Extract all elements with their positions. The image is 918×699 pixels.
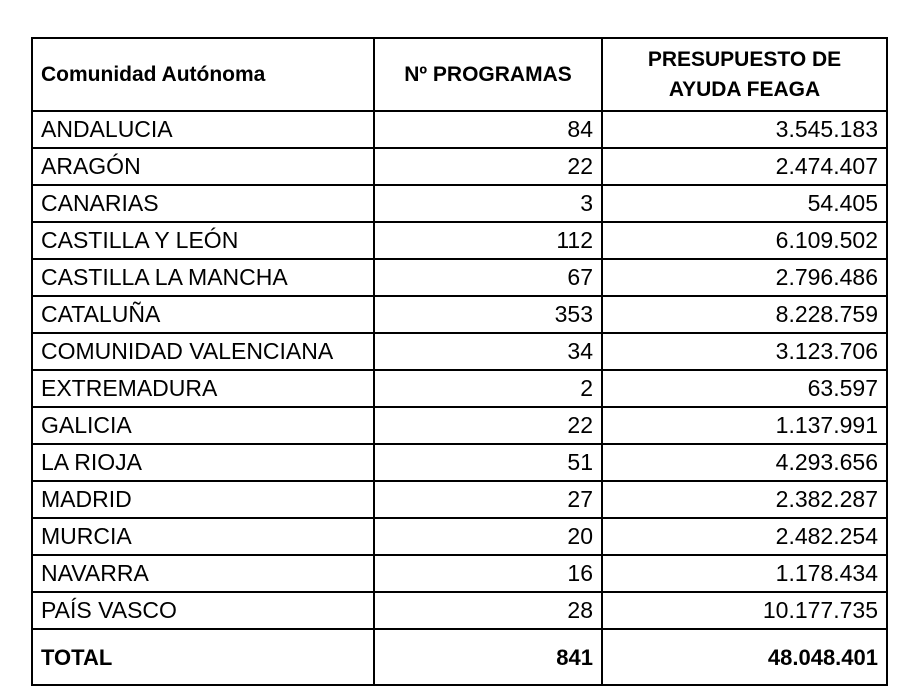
table-row (32, 111, 887, 148)
cell-programas: 3 (374, 185, 602, 222)
cell-comunidad: CANARIAS (32, 185, 374, 222)
table-row (32, 407, 887, 444)
table-row (32, 592, 887, 629)
total-programas: 841 (374, 629, 602, 685)
header-presupuesto-line1: PRESUPUESTO DE (647, 47, 842, 71)
cell-programas: 28 (374, 592, 602, 629)
header-presupuesto (602, 38, 887, 111)
cell-presupuesto: 3.123.706 (602, 333, 887, 370)
cell-programas: 16 (374, 555, 602, 592)
table-row (32, 296, 887, 333)
cell-comunidad: NAVARRA (32, 555, 374, 592)
cell-presupuesto: 2.382.287 (602, 481, 887, 518)
table-row (32, 555, 887, 592)
cell-programas: 51 (374, 444, 602, 481)
total-presupuesto: 48.048.401 (602, 629, 887, 685)
cell-presupuesto: 2.474.407 (602, 148, 887, 185)
cell-presupuesto: 3.545.183 (602, 111, 887, 148)
table-row (32, 333, 887, 370)
table-row (32, 222, 887, 259)
cell-programas: 34 (374, 333, 602, 370)
table-row (32, 185, 887, 222)
programs-budget-table (31, 37, 888, 686)
cell-comunidad: CATALUÑA (32, 296, 374, 333)
table-row (32, 518, 887, 555)
cell-programas: 2 (374, 370, 602, 407)
cell-comunidad: GALICIA (32, 407, 374, 444)
table-row (32, 148, 887, 185)
cell-comunidad: MURCIA (32, 518, 374, 555)
cell-comunidad: ANDALUCIA (32, 111, 374, 148)
cell-presupuesto: 6.109.502 (602, 222, 887, 259)
cell-programas: 353 (374, 296, 602, 333)
cell-presupuesto: 54.405 (602, 185, 887, 222)
total-row (32, 629, 887, 685)
cell-presupuesto: 1.137.991 (602, 407, 887, 444)
cell-presupuesto: 4.293.656 (602, 444, 887, 481)
table-row (32, 444, 887, 481)
total-label: TOTAL (32, 629, 374, 685)
cell-programas: 27 (374, 481, 602, 518)
cell-comunidad: CASTILLA LA MANCHA (32, 259, 374, 296)
cell-presupuesto: 10.177.735 (602, 592, 887, 629)
table-row (32, 259, 887, 296)
cell-presupuesto: 63.597 (602, 370, 887, 407)
cell-presupuesto: 2.482.254 (602, 518, 887, 555)
cell-presupuesto: 2.796.486 (602, 259, 887, 296)
cell-programas: 20 (374, 518, 602, 555)
cell-programas: 22 (374, 148, 602, 185)
cell-programas: 67 (374, 259, 602, 296)
cell-comunidad: LA RIOJA (32, 444, 374, 481)
cell-presupuesto: 1.178.434 (602, 555, 887, 592)
header-row (32, 38, 887, 111)
header-comunidad: Comunidad Autónoma (32, 38, 374, 111)
header-presupuesto-line2: AYUDA FEAGA (668, 77, 821, 101)
cell-comunidad: CASTILLA Y LEÓN (32, 222, 374, 259)
cell-comunidad: ARAGÓN (32, 148, 374, 185)
table-row (32, 481, 887, 518)
cell-comunidad: EXTREMADURA (32, 370, 374, 407)
cell-comunidad: MADRID (32, 481, 374, 518)
cell-presupuesto: 8.228.759 (602, 296, 887, 333)
header-programas: Nº PROGRAMAS (374, 38, 602, 111)
cell-programas: 84 (374, 111, 602, 148)
cell-programas: 112 (374, 222, 602, 259)
cell-programas: 22 (374, 407, 602, 444)
cell-comunidad: PAÍS VASCO (32, 592, 374, 629)
cell-comunidad: COMUNIDAD VALENCIANA (32, 333, 374, 370)
table-row (32, 370, 887, 407)
